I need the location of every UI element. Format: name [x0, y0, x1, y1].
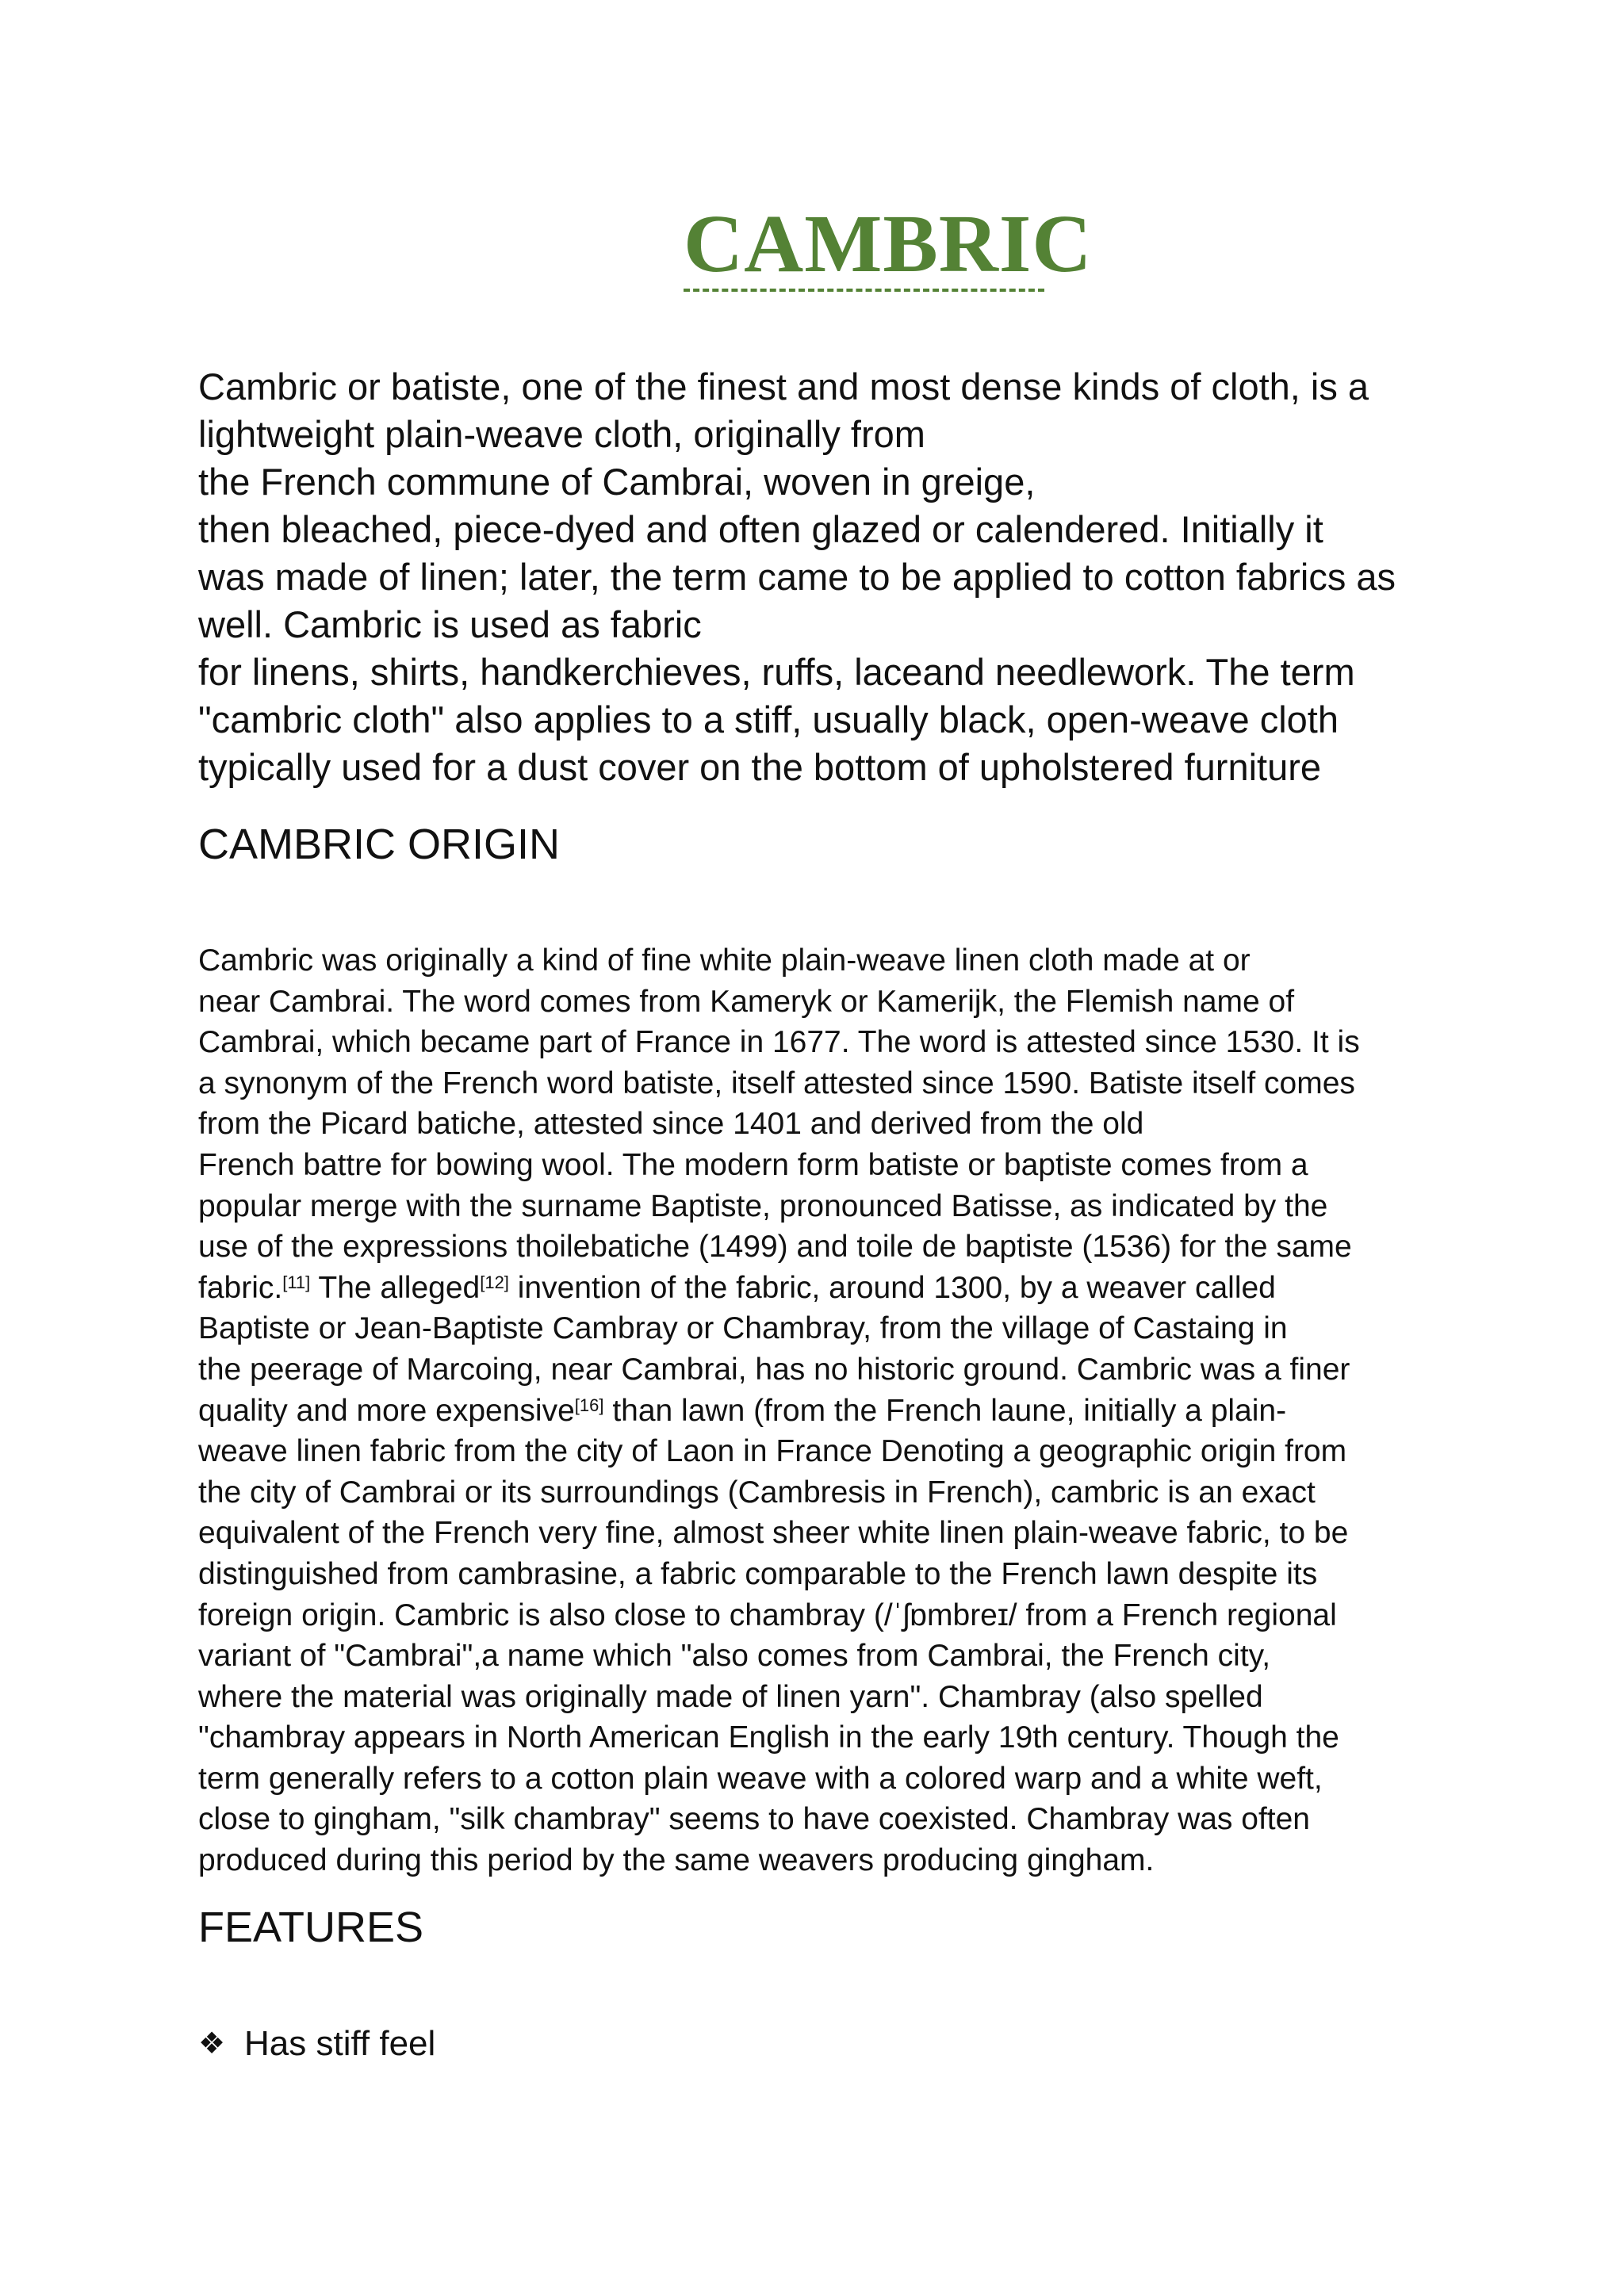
origin-line: weave linen fabric from the city of Laon in France Denoting a geographic origin from — [198, 1434, 1347, 1469]
features-heading: FEATURES — [198, 1904, 424, 1951]
citation-link[interactable]: [11] — [282, 1272, 311, 1292]
origin-line: "chambray appears in North American English in the early 19th century. Though the — [198, 1720, 1339, 1755]
origin-line: the city of Cambrai or its surroundings (Cambresis in French), cambric is an exact — [198, 1475, 1316, 1510]
origin-text: quality and more expensive — [198, 1393, 575, 1428]
origin-line: popular merge with the surname Baptiste, pronounced Batisse, as indicated by the — [198, 1188, 1328, 1223]
intro-line: typically used for a dust cover on the bottom of upholstered furniture — [198, 746, 1322, 788]
origin-line: French battre for bowing wool. The modern form batiste or baptiste comes from a — [198, 1147, 1308, 1182]
intro-line: Cambric or batiste, one of the finest and most dense kinds of cloth, is a — [198, 365, 1369, 408]
origin-line: from the Picard batiche, attested since 1401 and derived from the old — [198, 1107, 1144, 1142]
feature-text: Has stiff feel — [244, 2024, 436, 2063]
citation-link[interactable]: [12] — [480, 1272, 509, 1292]
feature-item — [198, 2020, 435, 2068]
page-title: CAMBRIC — [684, 198, 1093, 289]
origin-line: where the material was originally made of linen yarn". Chambray (also spelled — [198, 1679, 1263, 1714]
origin-line: Cambrai, which became part of France in 1677. The word is attested since 1530. It is — [198, 1025, 1360, 1060]
origin-text: The alleged — [310, 1270, 481, 1305]
origin-line: variant of "Cambrai",a name which "also comes from Cambrai, the French city, — [198, 1639, 1271, 1674]
intro-line: then bleached, piece-dyed and often glazed or calendered. Initially it — [198, 508, 1323, 550]
origin-line: produced during this period by the same weavers producing gingham. — [198, 1843, 1155, 1878]
origin-line: foreign origin. Cambric is also close to chambray (/ˈʃɒmbreɪ/ from a French regional — [198, 1598, 1337, 1632]
features-list — [198, 2020, 435, 2068]
origin-line — [198, 1391, 1435, 1432]
intro-paragraph — [198, 363, 1435, 791]
origin-text: fabric. — [198, 1270, 283, 1305]
origin-paragraph — [198, 940, 1435, 1881]
diamond-bullet-icon: ❖ — [198, 2027, 226, 2061]
citation-link[interactable]: [16] — [574, 1395, 604, 1415]
origin-text: invention of the fabric, around 1300, by a weaver called — [508, 1270, 1276, 1305]
origin-line: use of the expressions thoilebatiche (1499) and toile de baptiste (1536) for the same — [198, 1230, 1352, 1265]
intro-line: the French commune of Cambrai, woven in greige, — [198, 461, 1036, 503]
intro-line: "cambric cloth" also applies to a stiff, usually black, open-weave cloth — [198, 698, 1339, 740]
intro-line: well. Cambric is used as fabric — [198, 603, 702, 645]
origin-line: the peerage of Marcoing, near Cambrai, has no historic ground. Cambric was a finer — [198, 1352, 1350, 1387]
origin-line: term generally refers to a cotton plain weave with a colored warp and a white weft, — [198, 1761, 1323, 1796]
title-block — [684, 197, 1093, 292]
intro-line: lightweight plain-weave cloth, originally from — [198, 413, 925, 455]
origin-line — [198, 1268, 1435, 1309]
origin-line: close to gingham, "silk chambray" seems to have coexisted. Chambray was often — [198, 1802, 1311, 1837]
origin-line: Baptiste or Jean-Baptiste Cambray or Chambray, from the village of Castaing in — [198, 1311, 1288, 1346]
origin-heading: CAMBRIC ORIGIN — [198, 821, 561, 868]
origin-line: distinguished from cambrasine, a fabric comparable to the French lawn despite its — [198, 1556, 1318, 1591]
intro-line: for linens, shirts, handkerchieves, ruffs, laceand needlework. The term — [198, 651, 1355, 693]
origin-line: near Cambrai. The word comes from Kameryk or Kamerijk, the Flemish name of — [198, 984, 1295, 1019]
intro-line: was made of linen; later, the term came to be applied to cotton fabrics as — [198, 556, 1396, 598]
origin-line: Cambric was originally a kind of fine white plain-weave linen cloth made at or — [198, 943, 1251, 978]
origin-line: equivalent of the French very fine, almost sheer white linen plain-weave fabric, to be — [198, 1516, 1349, 1551]
origin-line: a synonym of the French word batiste, itself attested since 1590. Batiste itself comes — [198, 1066, 1355, 1100]
origin-text: than lawn (from the French laune, initially a plain- — [603, 1393, 1287, 1428]
